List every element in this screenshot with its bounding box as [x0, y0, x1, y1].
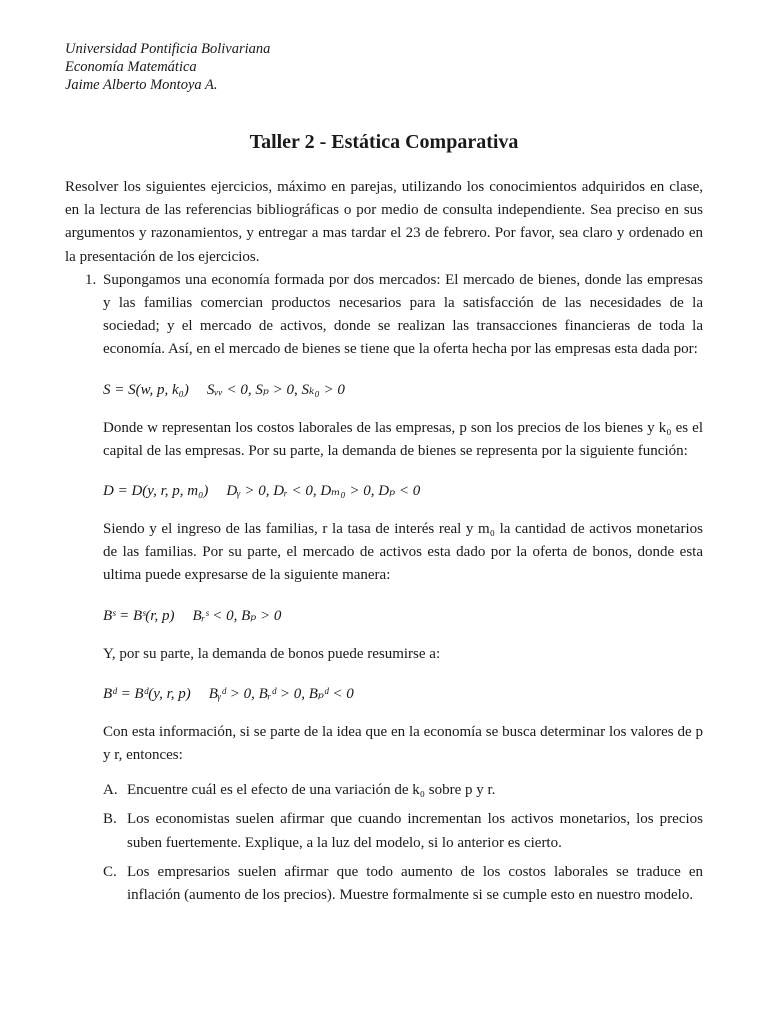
- header-author: Jaime Alberto Montoya A.: [65, 77, 218, 93]
- exercise-paragraph-2: Donde w representan los costos laborales de las empresas, p son los precios de los bienes y k₀ es el capital de las empresas. Por su parte, la demanda de bienes se representa por la siguiente función:: [103, 419, 703, 459]
- sub-question-text: Encuentre cuál es el efecto de una variación de k₀ sobre p y r.: [127, 782, 496, 799]
- equation-demand-main: D = D(y, r, p, m₀): [103, 483, 209, 500]
- equation-bond-demand-main: Bᵈ = Bᵈ(y, r, p): [103, 685, 191, 702]
- sub-question-text: Los empresarios suelen afirmar que todo aumento de los costos laborales se traduce en inflación (aumento de los precios). Muestre formalmente si se cumple esto en nuestro modelo.: [127, 863, 703, 904]
- document-header: [65, 40, 703, 94]
- exercise-paragraph-5: Con esta información, si se parte de la idea que en la economía se busca determinar los valores de p y r, entonces:: [103, 723, 703, 764]
- equation-bond-supply: [103, 606, 703, 625]
- equation-bond-demand: [103, 684, 703, 703]
- sub-question-c: [103, 861, 703, 907]
- equation-supply-main: S = S(w, p, k₀): [103, 381, 189, 398]
- sub-question-b: [103, 808, 703, 854]
- document-title: Taller 2 - Estática Comparativa: [249, 131, 519, 153]
- equation-bond-supply-conditions: Bᵣˢ < 0, Bₚ > 0: [192, 607, 282, 624]
- exercise-1: [65, 269, 703, 907]
- header-university: Universidad Pontificia Bolivariana: [65, 41, 271, 57]
- intro-paragraph: Resolver los siguientes ejercicios, máximo en parejas, utilizando los conocimientos adquiridos en clase, en la lectura de las referencias bibliográficas o por medio de consulta independiente. Sea preciso en sus argumentos y razonamientos, y entregar a mas tardar el 23 de febrero. Por favor, sea claro y ordenado en la presentación de los ejercicios.: [65, 179, 703, 265]
- equation-demand-conditions: Dᵧ > 0, Dᵣ < 0, Dₘ₀ > 0, Dₚ < 0: [226, 483, 421, 500]
- exercise-number: 1.: [85, 271, 97, 288]
- sub-question-a: [103, 779, 703, 802]
- exercise-paragraph-3: Siendo y el ingreso de las familias, r la tasa de interés real y m₀ la cantidad de activos monetarios de las familias. Por su parte, el mercado de activos esta dado por la oferta de bonos, donde esta ultima puede expresarse de la siguiente manera:: [103, 521, 703, 584]
- exercise-paragraph-1: Supongamos una economía formada por dos mercados: El mercado de bienes, donde las empresas y las familias comercian productos necesarios para la satisfacción de las necesidades de la sociedad; y el mercado de activos, donde se realizan las transacciones financieras de toda la economía. Así, en el mercado de bienes se tiene que la oferta hecha por las empresas esta dada por:: [103, 271, 703, 358]
- equation-bond-supply-main: Bˢ = Bˢ(r, p): [103, 607, 175, 624]
- equation-demand: [103, 481, 703, 500]
- equation-supply-conditions: Sᵥᵥ < 0, Sₚ > 0, Sₖ₀ > 0: [206, 381, 345, 398]
- equation-supply: [103, 380, 703, 399]
- sub-question-letter: B.: [103, 811, 117, 828]
- sub-question-letter: A.: [103, 782, 118, 799]
- header-course: Economía Matemática: [65, 59, 197, 75]
- sub-question-list: [103, 779, 703, 907]
- sub-question-text: Los economistas suelen afirmar que cuando incrementan los activos monetarios, los precios suben fuertemente. Explique, a la luz del modelo, si lo anterior es cierto.: [127, 811, 703, 851]
- equation-bond-demand-conditions: Bᵧᵈ > 0, Bᵣᵈ > 0, Bₚᵈ < 0: [208, 685, 354, 702]
- sub-question-letter: C.: [103, 863, 117, 880]
- exercise-paragraph-4: Y, por su parte, la demanda de bonos puede resumirse a:: [103, 645, 441, 662]
